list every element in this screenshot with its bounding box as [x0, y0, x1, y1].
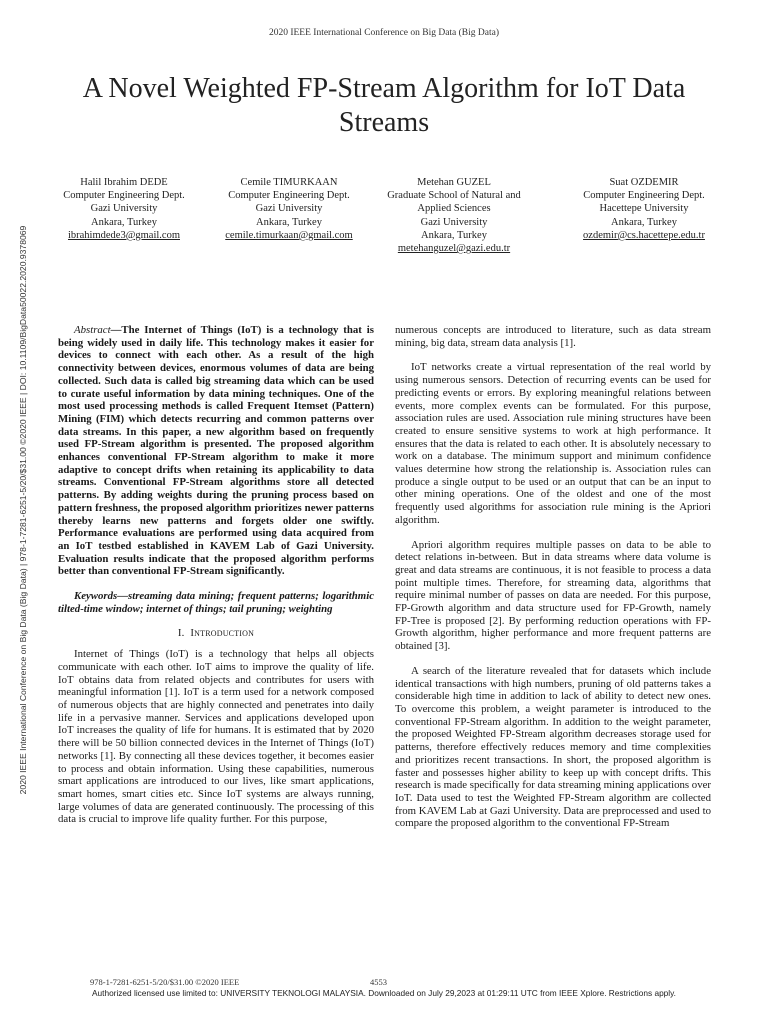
- author-affiliation: Computer Engineering Dept.: [583, 190, 705, 202]
- author-affiliation: Computer Engineering Dept.: [63, 190, 185, 202]
- author-affiliation: Computer Engineering Dept.: [228, 190, 350, 202]
- keywords-paragraph: [58, 590, 374, 615]
- page-number: 4553: [370, 977, 387, 987]
- keywords-label: Keywords: [74, 590, 118, 603]
- body-paragraph: Apriori algorithm requires multiple passes on data to be able to detect relations in-between. But in data streams where data volume is great and data streams are continuous, it is not feasible to process a data point multiple times. Therefore, for streaming data, algorithms that require minimal number of passes on data are needed. For this purpose, FP-Growth algorithm and data structure used for FP-Growth, namely FP-Tree is proposed [2]. By performing reduction operations with FP-Growth algorithm, higher performance and more frequent patterns are obtained [3].: [395, 538, 711, 653]
- conference-header: 2020 IEEE International Conference on Big Data (Big Data): [268, 28, 500, 38]
- author-affiliation: Gazi University: [255, 203, 323, 215]
- author-name: Suat OZDEMIR: [609, 177, 679, 188]
- author-name: Halil Ibrahim DEDE: [80, 177, 168, 188]
- author-affiliation: Ankara, Turkey: [611, 216, 677, 228]
- author-affiliation: Gazi University: [420, 216, 488, 228]
- author-block: [364, 176, 544, 255]
- body-paragraph: Internet of Things (IoT) is a technology that helps all objects communicate with each other. IoT aims to improve the quality of life. IoT obtains data from related objects and contributes for users with meaningful information [1]. IoT is a term used for a network composed of numerous objects that are highly connected and penetrates into daily life in a pervasive manner. Services and applications developed upon IoT increases the quality of life for humans. It is estimated that by 2020 there will be 50 billion connected devices in the Internet of Things (IoT) networks [1]. By connecting all these devices together, it becomes easier to process and obtain information. Using these capabilities, numerous smart applications are introduced to our lives, like smart applications, smart homes, smart cities etc. Since IoT systems are always running, large volumes of data are generated continuously. The processing of this data is crucial to improve life quality further. For this purpose,: [58, 648, 374, 826]
- author-affiliation: Gazi University: [90, 203, 158, 215]
- author-email-link[interactable]: cemile.timurkaan@gmail.com: [225, 229, 353, 241]
- paper-title: A Novel Weighted FP-Stream Algorithm for IoT Data Streams: [82, 73, 686, 138]
- section-title: Introduction: [190, 627, 255, 640]
- side-doi-identifier: 2020 IEEE International Conference on Big Data (Big Data) | 978-1-7281-6251-5/20/$31.00 ©2020 IEEE | DOI: 10.1109/BigData50022.2020.9378069: [18, 225, 28, 795]
- right-column: [395, 324, 711, 842]
- left-column: [58, 324, 374, 838]
- abstract-paragraph: [58, 324, 374, 578]
- author-affiliation: Applied Sciences: [417, 203, 491, 215]
- author-name: Cemile TIMURKAAN: [240, 177, 338, 188]
- author-affiliation: Ankara, Turkey: [256, 216, 322, 228]
- license-notice: Authorized licensed use limited to: UNIVERSITY TEKNOLOGI MALAYSIA. Downloaded on July 29,2023 at 01:29:11 UTC from IEEE Xplore. Restrictions apply.: [92, 988, 676, 998]
- author-affiliation: Ankara, Turkey: [421, 229, 487, 241]
- author-block: [34, 176, 214, 242]
- author-name: Metehan GUZEL: [417, 177, 491, 188]
- author-affiliation: Hacettepe University: [599, 203, 689, 215]
- author-email-link[interactable]: metehanguzel@gazi.edu.tr: [397, 243, 511, 255]
- body-paragraph: A search of the literature revealed that for datasets which include identical transactions with high numbers, pruning of old patterns takes a considerable high time in addition to lack of ability to detect new ones. To overcome this problem, a weight parameter is introduced to the conventional FP-Stream algorithm. In addition to the weight parameter, the proposed Weighted FP-Stream algorithm decreases storage used for patterns, therefore effectively reduces memory and time complexities and prioritizes recent transactions. In short, the proposed algorithm is faster and possesses higher ability to keep up with concept drifts. This research is made specifically for data streaming mining applications over IoT. Data used to test the Weighted FP-Stream algorithm are collected from KAVEM Lab at Gazi University. Data are preprocessed and used to compare the proposed algorithm to the conventional FP-Stream: [395, 664, 711, 830]
- author-email-link[interactable]: ozdemir@cs.hacettepe.edu.tr: [583, 229, 705, 241]
- body-paragraph: IoT networks create a virtual representation of the real world by using numerous sensors. Detection of recurring events can be used for predicting events or errors. By exploring meaningful relations between events, more complex events can be formulated. For this purpose, association rules are used. Association rule mining structures have been created to ensure sensitive systems to work at high performance. It ensures that the data is related to each other. It is absolutely necessary to work on a database. The minimum support and minimum confidence values determine how strong the relationship is. Association rules can produce a single output to be used or an output that can be an input to other mining operations. One of the oldest and one of the most frequently used algorithms for association rule mining is the Apriori algorithm.: [395, 361, 711, 526]
- section-heading: [58, 627, 374, 640]
- author-affiliation: Ankara, Turkey: [91, 216, 157, 228]
- keywords-text: —streaming data mining; frequent patterns; logarithmic tilted-time window; internet of things; tail pruning; weighting: [58, 590, 374, 615]
- section-number: I.: [177, 627, 185, 640]
- author-block: [554, 176, 734, 242]
- body-paragraph: numerous concepts are introduced to literature, such as data stream mining, big data, stream data analysis [1].: [395, 324, 711, 349]
- abstract-label: Abstract: [74, 324, 111, 336]
- author-affiliation: Graduate School of Natural and: [387, 190, 521, 202]
- author-email-link[interactable]: ibrahimdede3@gmail.com: [67, 229, 180, 241]
- author-block: [199, 176, 379, 242]
- abstract-text: —The Internet of Things (IoT) is a technology that is being widely used in daily life. This technology makes it easier for devices to connect with each other. As a result of the high connectivity between devices, enormous volumes of data are being collected. Such data is called big streaming data which can be used to curate useful information by data mining techniques. One of the most used processing methods is called Frequent Itemset (Pattern) Mining (FIM) which detects recurring and common patterns over data streams. In this paper, a new algorithm based on frequently used FP-Stream algorithm is presented. The proposed algorithm enhances conventional FP-Stream algorithm to make it more adaptive to concept drifts when retaining its applicability to data streams. Conventional FP-Stream algorithms store all detected patterns. By adding weights during the pruning process based on pattern freshness, the proposed algorithm prioritizes newer patterns thereby learns new patterns and forgets older one swiftly. Performance evaluations are performed using data acquired from an IoT testbed established in KAVEM Lab of Gazi University. Evaluation results indicate that the proposed algorithm performs better than conventional FP-Stream significantly.: [58, 324, 374, 578]
- footer-isbn: 978-1-7281-6251-5/20/$31.00 ©2020 IEEE: [90, 977, 240, 987]
